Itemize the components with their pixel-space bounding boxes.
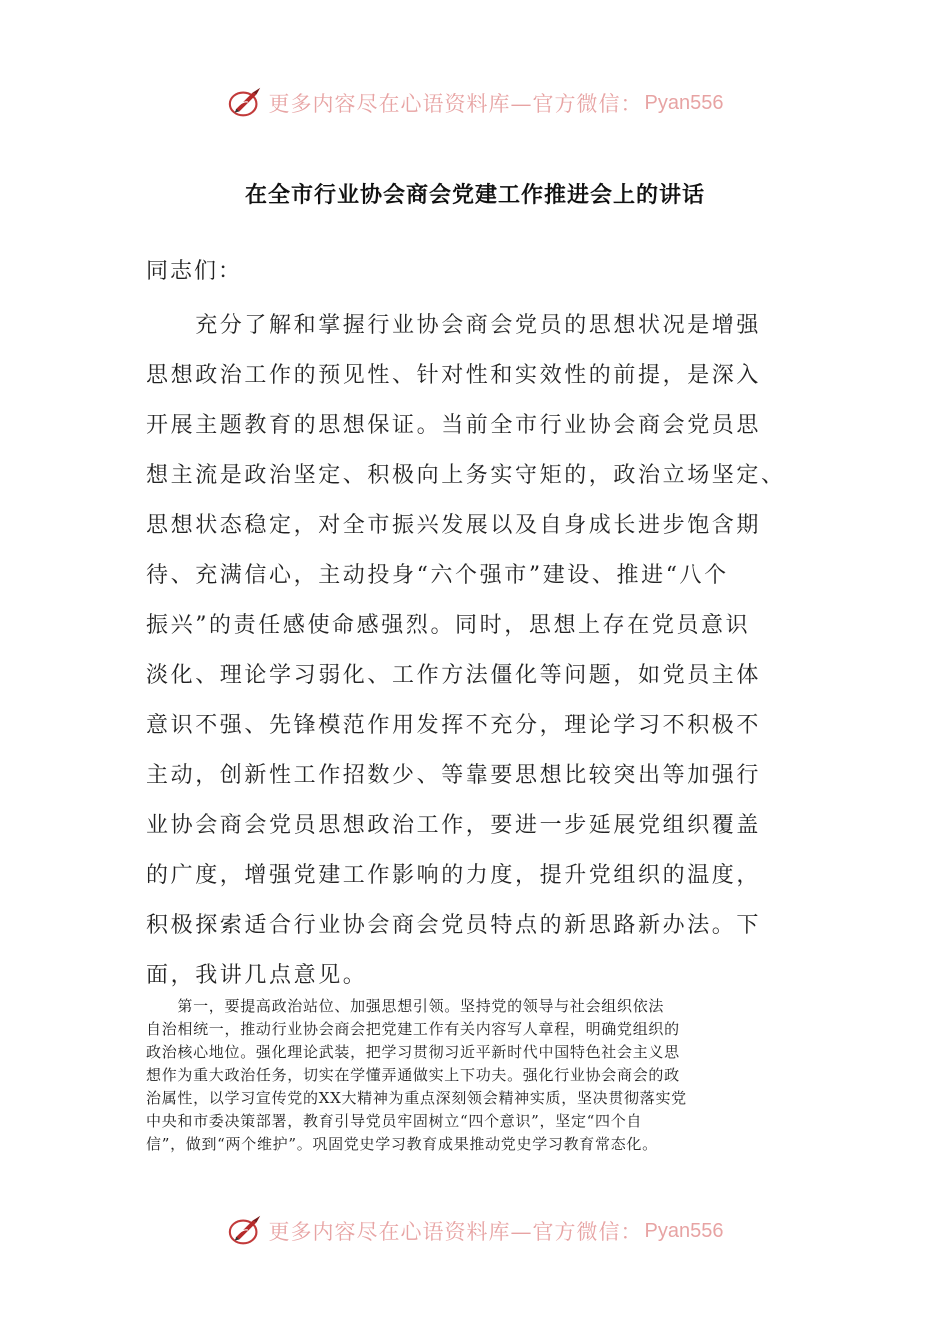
watermark-text: 更多内容尽在心语资料库—官方微信： bbox=[268, 92, 643, 116]
paragraph-line: 面，我讲几点意见。 bbox=[146, 963, 368, 988]
watermark-text: 更多内容尽在心语资料库—官方微信： bbox=[268, 1220, 643, 1244]
paragraph-line: 想主流是政治坚定、积极向上务实守矩的，政治立场坚定、 bbox=[146, 463, 786, 488]
document-title: 在全市行业协会商会党建工作推进会上的讲话 bbox=[244, 182, 705, 208]
paragraph-line: 思想状态稳定，对全市振兴发展以及自身成长进步饱含期 bbox=[146, 513, 762, 538]
paragraph-line: 待、充满信心，主动投身“六个强市”建设、推进“八个 bbox=[146, 563, 729, 588]
header-watermark-banner bbox=[0, 81, 950, 125]
paragraph-line: 积极探索适合行业协会商会党员特点的新思路新办法。下 bbox=[146, 913, 762, 938]
small-paragraph-line: 政治核心地位。强化理论武装，把学习贯彻习近平新时代中国特色社会主义思 bbox=[146, 1043, 680, 1061]
paragraph-line: 充分了解和掌握行业协会商会党员的思想状况是增强 bbox=[146, 313, 762, 338]
footer-watermark-banner bbox=[0, 1209, 950, 1253]
watermark-wechat-id: Pyan556 bbox=[644, 91, 724, 114]
salutation: 同志们： bbox=[146, 259, 243, 284]
small-paragraph-line: 中央和市委决策部署，教育引导党员牢固树立“四个意识”，坚定“四个自 bbox=[146, 1112, 643, 1130]
paragraph-line: 意识不强、先锋模范作用发挥不充分，理论学习不积极不 bbox=[146, 713, 762, 738]
small-paragraph-line: 自治相统一，推动行业协会商会把党建工作有关内容写人章程，明确党组织的 bbox=[146, 1020, 680, 1038]
small-paragraph-line: 想作为重大政治任务，切实在学懂弄通做实上下功夫。强化行业协会商会的政 bbox=[146, 1066, 680, 1084]
quill-pen-logo-icon bbox=[227, 84, 265, 122]
paragraph-line: 业协会商会党员思想政治工作，要进一步延展党组织覆盖 bbox=[146, 813, 762, 838]
small-paragraph-line: 治属性，以学习宣传党的XX大精神为重点深刻领会精神实质，坚决贯彻落实党 bbox=[146, 1089, 687, 1107]
paragraph-line: 思想政治工作的预见性、针对性和实效性的前提，是深入 bbox=[146, 363, 762, 388]
watermark-wechat-id: Pyan556 bbox=[644, 1219, 724, 1242]
small-paragraph-line: 信”，做到“两个维护”。巩固党史学习教育成果推动党史学习教育常态化。 bbox=[146, 1135, 658, 1153]
paragraph-line: 的广度，增强党建工作影响的力度，提升党组织的温度， bbox=[146, 863, 762, 888]
paragraph-line: 主动，创新性工作招数少、等靠要思想比较突出等加强行 bbox=[146, 763, 762, 788]
paragraph-line: 振兴”的责任感使命感强烈。同时，思想上存在党员意识 bbox=[146, 613, 751, 638]
quill-pen-logo-icon bbox=[227, 1212, 265, 1250]
paragraph-line: 淡化、理论学习弱化、工作方法僵化等问题，如党员主体 bbox=[146, 663, 762, 688]
small-paragraph-line: 第一，要提高政治站位、加强思想引领。坚持党的领导与社会组织依法 bbox=[146, 997, 665, 1015]
paragraph-line: 开展主题教育的思想保证。当前全市行业协会商会党员思 bbox=[146, 413, 762, 438]
